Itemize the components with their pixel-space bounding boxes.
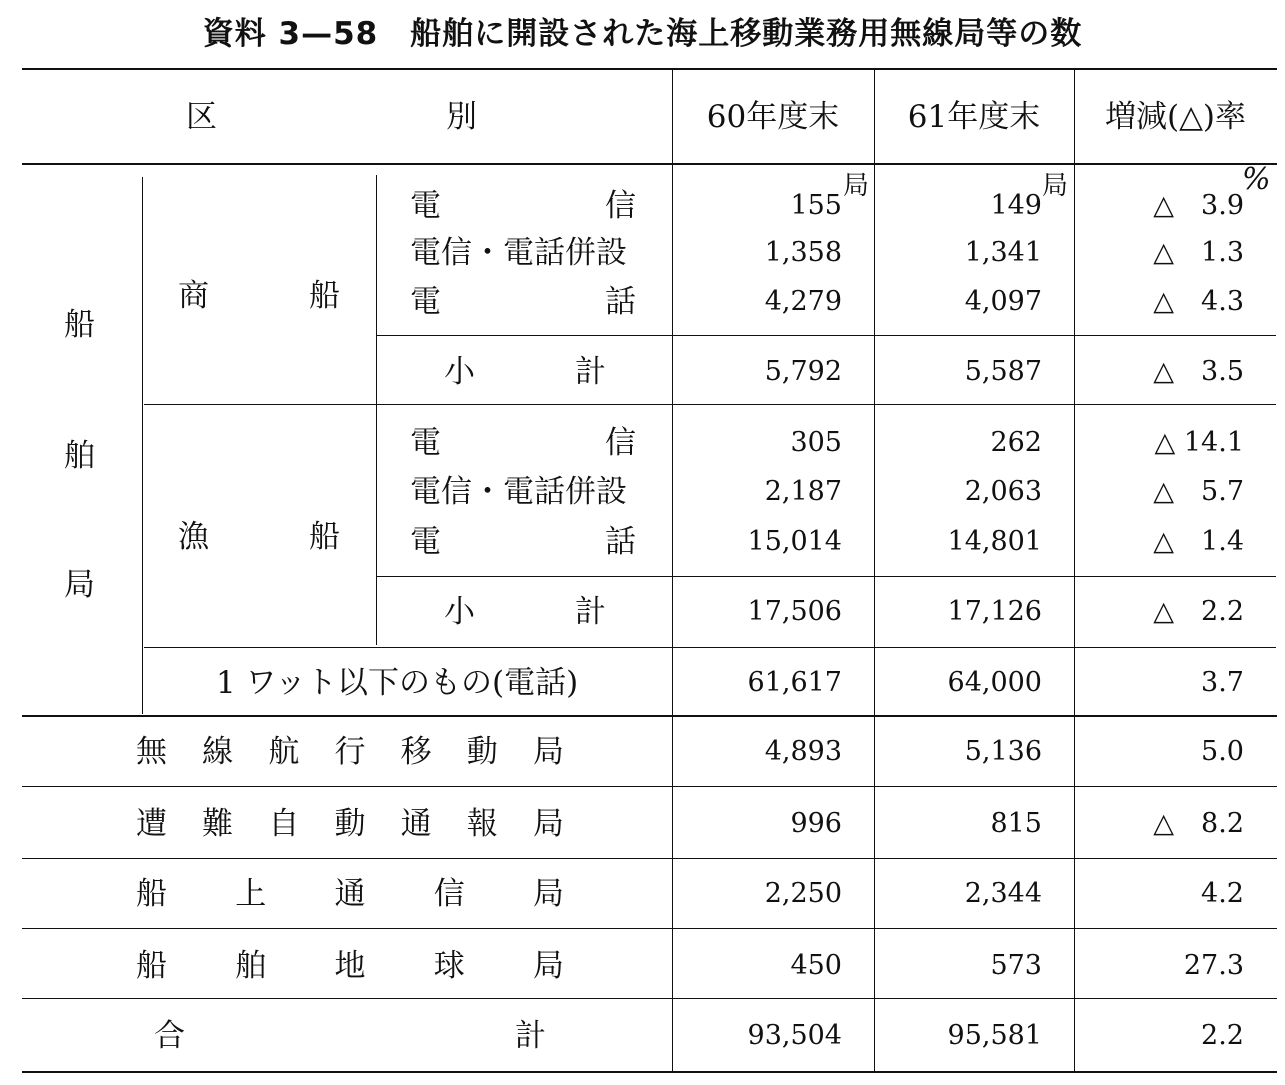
ship-type-divider [376,175,377,645]
gyosen-category-char: 電 [410,425,441,461]
other-station-label-char: 報 [466,806,498,842]
other-station-label-char: 線 [202,734,234,770]
other-station-row-y61: 815 [990,808,1042,839]
other-station-row-y60: 4,893 [764,736,842,767]
shosen-category-char: 電 [410,188,441,224]
other-station-row-y60: 996 [790,808,842,839]
other-station-row-y61: 573 [990,950,1042,981]
gyosen-row-y60: 15,014 [747,526,842,557]
other-station-label-char: 信 [433,876,465,912]
shosen-subtotal-label [444,352,606,392]
total-row-y60: 93,504 [747,1020,842,1051]
one-watt-row-y61: 64,000 [947,667,1042,698]
gyosen-subtotal-top [376,576,1276,577]
gyosen-row-y60: 2,187 [764,476,842,507]
senpaku-label-divider [142,177,143,714]
other-station-row-y60: 2,250 [764,878,842,909]
total-label [154,1016,546,1056]
other-station-label [136,804,564,844]
column-divider [1074,68,1075,1073]
other-station-label-char: 遭 [136,806,167,842]
other-station-label-char: 無 [136,734,167,770]
shosen-row-y61: 4,097 [964,286,1042,317]
shosen-subtotal-top [376,335,1276,336]
other-station-label-char: 舶 [235,948,267,984]
gyosen-category-char: 話 [605,524,636,560]
gyosen-label-char: 漁 [178,519,209,555]
row-divider [22,928,1277,929]
gyosen-bottom [144,647,1276,648]
gyosen-subtotal-label [444,592,606,632]
header-60: 60年度末 [706,99,840,135]
gyosen-subtotal-y60: 17,506 [747,596,842,627]
other-station-label-char: 通 [334,876,366,912]
table-bottom-border [22,1071,1277,1073]
gyosen-row-rate: △ 5.7 [1153,476,1244,507]
other-station-label-char: 上 [235,876,267,912]
other-station-label-char: 動 [334,806,366,842]
gyosen-row-y61: 14,801 [947,526,1042,557]
shosen-category-char: 話 [605,284,636,320]
other-station-label-char: 通 [400,806,432,842]
unit-station-61: 局 [1042,171,1069,201]
header-61: 61年度末 [907,99,1041,135]
gyosen-subtotal-label-char: 計 [575,594,606,630]
other-station-row-y61: 5,136 [964,736,1042,767]
unit-percent: % [1242,162,1271,197]
senpaku-bottom-border [22,715,1277,717]
shosen-category-char: 電 [410,284,441,320]
total-row-rate: 2.2 [1201,1020,1244,1051]
header-rate: 増減(△)率 [1104,99,1247,135]
other-station-label-char: 球 [433,948,465,984]
shosen-row-rate: △ 4.3 [1153,286,1244,317]
other-station-label-char: 船 [136,948,167,984]
one-watt-row-rate: 3.7 [1201,667,1244,698]
header-kubetsu-b: 別 [446,99,477,135]
other-station-row-y61: 2,344 [964,878,1042,909]
other-station-label-char: 地 [334,948,366,984]
shosen-subtotal-y60: 5,792 [764,356,842,387]
shosen-label [178,276,340,316]
other-station-label-char: 航 [268,734,300,770]
shosen-bottom [144,404,1276,405]
other-station-label [136,874,564,914]
column-divider [874,68,875,1073]
other-station-label-char: 自 [268,806,300,842]
total-label-char: 計 [515,1018,546,1054]
gyosen-row-rate: △ 14.1 [1154,427,1244,458]
senpaku-label: 船 [64,307,95,343]
other-station-label-char: 移 [400,734,432,770]
row-divider [22,786,1277,787]
gyosen-category [410,522,636,562]
gyosen-row-y61: 262 [990,427,1042,458]
other-station-label [136,946,564,986]
other-station-label-char: 局 [532,734,564,770]
gyosen-category-char: 電 [410,524,441,560]
other-station-label [136,732,564,772]
other-station-label-char: 局 [533,876,564,912]
other-station-label-char: 動 [466,734,498,770]
senpaku-label: 局 [64,567,95,603]
other-station-label-char: 船 [136,876,167,912]
shosen-category-char: 信 [605,188,636,224]
unit-station-60: 局 [843,171,870,201]
other-station-label-char: 行 [334,734,366,770]
senpaku-label: 舶 [64,438,95,474]
gyosen-subtotal-label-char: 小 [444,594,475,630]
other-station-label-char: 局 [533,948,564,984]
header-kubetsu-a: 区 [186,99,217,135]
table-top-border [22,68,1277,70]
shosen-category [410,282,636,322]
other-station-row-rate: 4.2 [1201,878,1244,909]
one-watt-label: 1 ワット以下のもの(電話) [216,665,579,701]
shosen-row-rate: △ 1.3 [1153,237,1244,268]
shosen-label-char: 船 [309,278,340,314]
header-bottom-border [22,163,1277,165]
column-divider [672,68,673,1073]
gyosen-subtotal-rate: △ 2.2 [1153,596,1244,627]
row-divider [22,998,1277,999]
gyosen-row-rate: △ 1.4 [1153,526,1244,557]
shosen-subtotal-rate: △ 3.5 [1153,356,1244,387]
other-station-row-rate: △ 8.2 [1153,808,1244,839]
other-station-row-rate: 5.0 [1201,736,1244,767]
shosen-category [410,186,636,226]
shosen-row-y61: 1,341 [964,237,1042,268]
row-divider [22,858,1277,859]
shosen-category: 電信・電話併設 [410,235,627,271]
gyosen-subtotal-y61: 17,126 [947,596,1042,627]
page-title: 資料 3—58 船舶に開設された海上移動業務用無線局等の数 [202,16,1083,52]
shosen-row-y60: 155 [790,190,842,221]
shosen-row-y61: 149 [990,190,1042,221]
gyosen-label [178,517,340,557]
total-row-y61: 95,581 [947,1020,1042,1051]
gyosen-category: 電信・電話併設 [410,474,627,510]
total-label-char: 合 [154,1018,185,1054]
gyosen-category [410,423,636,463]
shosen-subtotal-label-char: 計 [575,354,606,390]
gyosen-row-y61: 2,063 [964,476,1042,507]
other-station-label-char: 難 [202,806,234,842]
shosen-subtotal-y61: 5,587 [964,356,1042,387]
one-watt-row-y60: 61,617 [747,667,842,698]
shosen-row-rate: △ 3.9 [1153,190,1244,221]
gyosen-category-char: 信 [605,425,636,461]
shosen-label-char: 商 [178,278,209,314]
gyosen-row-y60: 305 [790,427,842,458]
other-station-row-y60: 450 [790,950,842,981]
shosen-row-y60: 1,358 [764,237,842,268]
shosen-row-y60: 4,279 [764,286,842,317]
gyosen-label-char: 船 [309,519,340,555]
shosen-subtotal-label-char: 小 [444,354,475,390]
other-station-label-char: 局 [532,806,564,842]
other-station-row-rate: 27.3 [1183,950,1244,981]
